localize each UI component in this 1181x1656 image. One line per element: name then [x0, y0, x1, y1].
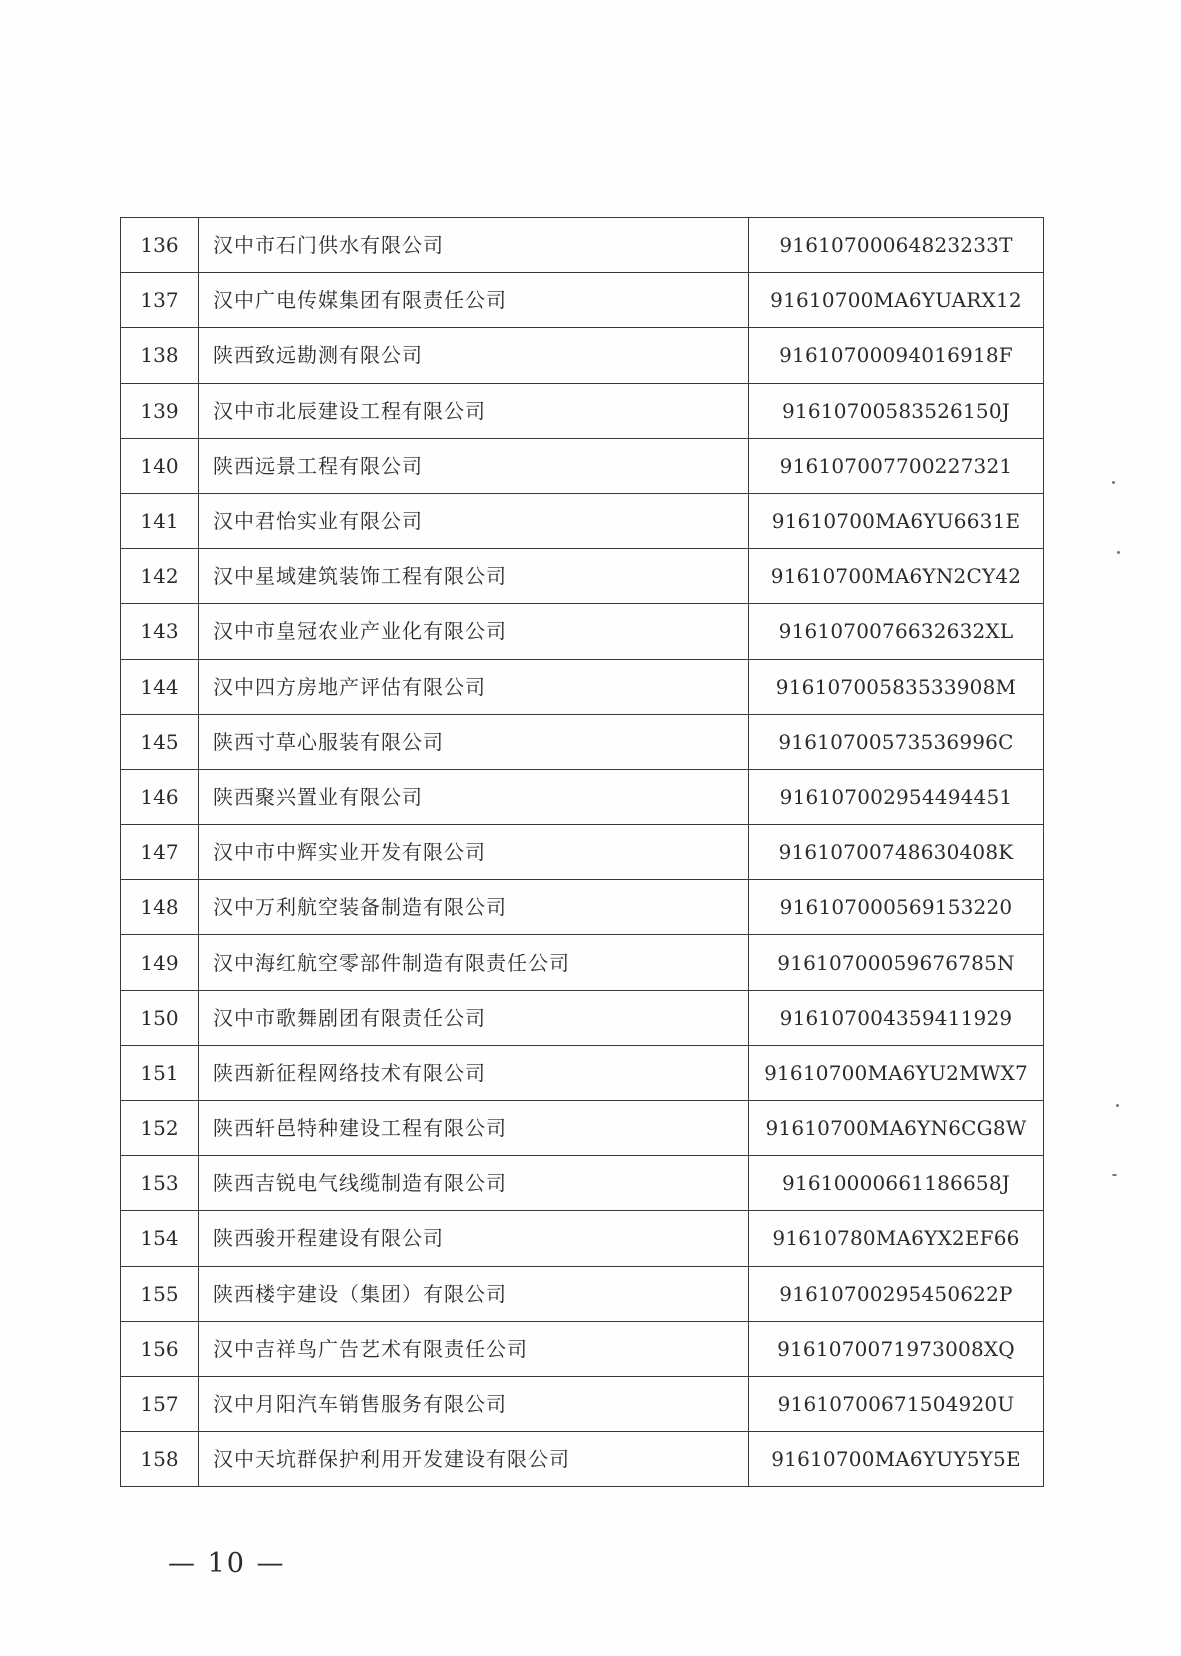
row-number: 137 [121, 273, 199, 328]
table-row [121, 714, 1044, 769]
row-number: 153 [121, 1156, 199, 1211]
credit-code: 916107004359411929 [749, 990, 1044, 1045]
row-number: 136 [121, 218, 199, 273]
table-row [121, 218, 1044, 273]
credit-code: 91610700MA6YN2CY42 [749, 549, 1044, 604]
credit-code: 91610700059676785N [749, 935, 1044, 990]
table-body [121, 218, 1044, 1487]
credit-code: 91610700MA6YUARX12 [749, 273, 1044, 328]
table-row [121, 1156, 1044, 1211]
table-row [121, 990, 1044, 1045]
company-name: 汉中市北辰建设工程有限公司 [199, 383, 749, 438]
table-row [121, 935, 1044, 990]
company-list-table [120, 217, 1044, 1487]
row-number: 149 [121, 935, 199, 990]
credit-code: 91610700MA6YUY5Y5E [749, 1432, 1044, 1487]
company-name: 汉中天坑群保护利用开发建设有限公司 [199, 1432, 749, 1487]
company-name: 陕西楼宇建设（集团）有限公司 [199, 1266, 749, 1321]
credit-code: 91610700671504920U [749, 1376, 1044, 1431]
credit-code: 91610000661186658J [749, 1156, 1044, 1211]
company-name: 陕西聚兴置业有限公司 [199, 769, 749, 824]
table-row [121, 438, 1044, 493]
company-name: 汉中市歌舞剧团有限责任公司 [199, 990, 749, 1045]
company-name: 陕西远景工程有限公司 [199, 438, 749, 493]
row-number: 146 [121, 769, 199, 824]
company-name: 汉中海红航空零部件制造有限责任公司 [199, 935, 749, 990]
row-number: 143 [121, 604, 199, 659]
row-number: 154 [121, 1211, 199, 1266]
table-row [121, 328, 1044, 383]
row-number: 138 [121, 328, 199, 383]
row-number: 140 [121, 438, 199, 493]
table-row [121, 1211, 1044, 1266]
company-name: 汉中君怡实业有限公司 [199, 493, 749, 548]
credit-code: 91610700MA6YU6631E [749, 493, 1044, 548]
company-name: 陕西新征程网络技术有限公司 [199, 1045, 749, 1100]
company-name: 汉中广电传媒集团有限责任公司 [199, 273, 749, 328]
company-name: 陕西骏开程建设有限公司 [199, 1211, 749, 1266]
table-row [121, 493, 1044, 548]
credit-code: 91610700748630408K [749, 825, 1044, 880]
page-number: — 10 — [168, 1548, 286, 1579]
table-row [121, 383, 1044, 438]
company-name: 陕西吉锐电气线缆制造有限公司 [199, 1156, 749, 1211]
row-number: 157 [121, 1376, 199, 1431]
row-number: 145 [121, 714, 199, 769]
credit-code: 91610700094016918F [749, 328, 1044, 383]
scan-speck [1117, 551, 1120, 554]
credit-code: 9161070076632632XL [749, 604, 1044, 659]
scan-speck [1116, 1104, 1119, 1107]
row-number: 144 [121, 659, 199, 714]
row-number: 152 [121, 1101, 199, 1156]
company-name: 汉中市皇冠农业产业化有限公司 [199, 604, 749, 659]
scan-speck [1112, 481, 1115, 484]
table-row [121, 549, 1044, 604]
credit-code: 91610700MA6YN6CG8W [749, 1101, 1044, 1156]
company-name: 汉中市中辉实业开发有限公司 [199, 825, 749, 880]
row-number: 150 [121, 990, 199, 1045]
row-number: 139 [121, 383, 199, 438]
table-row [121, 1101, 1044, 1156]
table-row [121, 1266, 1044, 1321]
row-number: 155 [121, 1266, 199, 1321]
table-row [121, 273, 1044, 328]
table-row [121, 1045, 1044, 1100]
company-name: 汉中四方房地产评估有限公司 [199, 659, 749, 714]
credit-code: 91610700295450622P [749, 1266, 1044, 1321]
credit-code: 91610700MA6YU2MWX7 [749, 1045, 1044, 1100]
table-row [121, 604, 1044, 659]
row-number: 141 [121, 493, 199, 548]
credit-code: 91610700583533908M [749, 659, 1044, 714]
credit-code: 91610700064823233T [749, 218, 1044, 273]
row-number: 158 [121, 1432, 199, 1487]
company-name: 陕西寸草心服装有限公司 [199, 714, 749, 769]
credit-code: 91610700573536996C [749, 714, 1044, 769]
row-number: 156 [121, 1321, 199, 1376]
table-row [121, 1432, 1044, 1487]
row-number: 147 [121, 825, 199, 880]
table-row [121, 769, 1044, 824]
row-number: 151 [121, 1045, 199, 1100]
credit-code: 916107007700227321 [749, 438, 1044, 493]
credit-code: 91610700583526150J [749, 383, 1044, 438]
credit-code: 916107002954494451 [749, 769, 1044, 824]
company-name: 陕西轩邑特种建设工程有限公司 [199, 1101, 749, 1156]
credit-code: 9161070071973008XQ [749, 1321, 1044, 1376]
company-name: 汉中市石门供水有限公司 [199, 218, 749, 273]
table-row [121, 659, 1044, 714]
company-name: 汉中吉祥鸟广告艺术有限责任公司 [199, 1321, 749, 1376]
company-name: 陕西致远勘测有限公司 [199, 328, 749, 383]
company-name: 汉中星域建筑装饰工程有限公司 [199, 549, 749, 604]
company-name: 汉中万利航空装备制造有限公司 [199, 880, 749, 935]
table-row [121, 1376, 1044, 1431]
company-name: 汉中月阳汽车销售服务有限公司 [199, 1376, 749, 1431]
table-row [121, 880, 1044, 935]
row-number: 148 [121, 880, 199, 935]
credit-code: 91610780MA6YX2EF66 [749, 1211, 1044, 1266]
row-number: 142 [121, 549, 199, 604]
table-row [121, 825, 1044, 880]
credit-code: 916107000569153220 [749, 880, 1044, 935]
scan-speck [1112, 1174, 1117, 1176]
table-row [121, 1321, 1044, 1376]
